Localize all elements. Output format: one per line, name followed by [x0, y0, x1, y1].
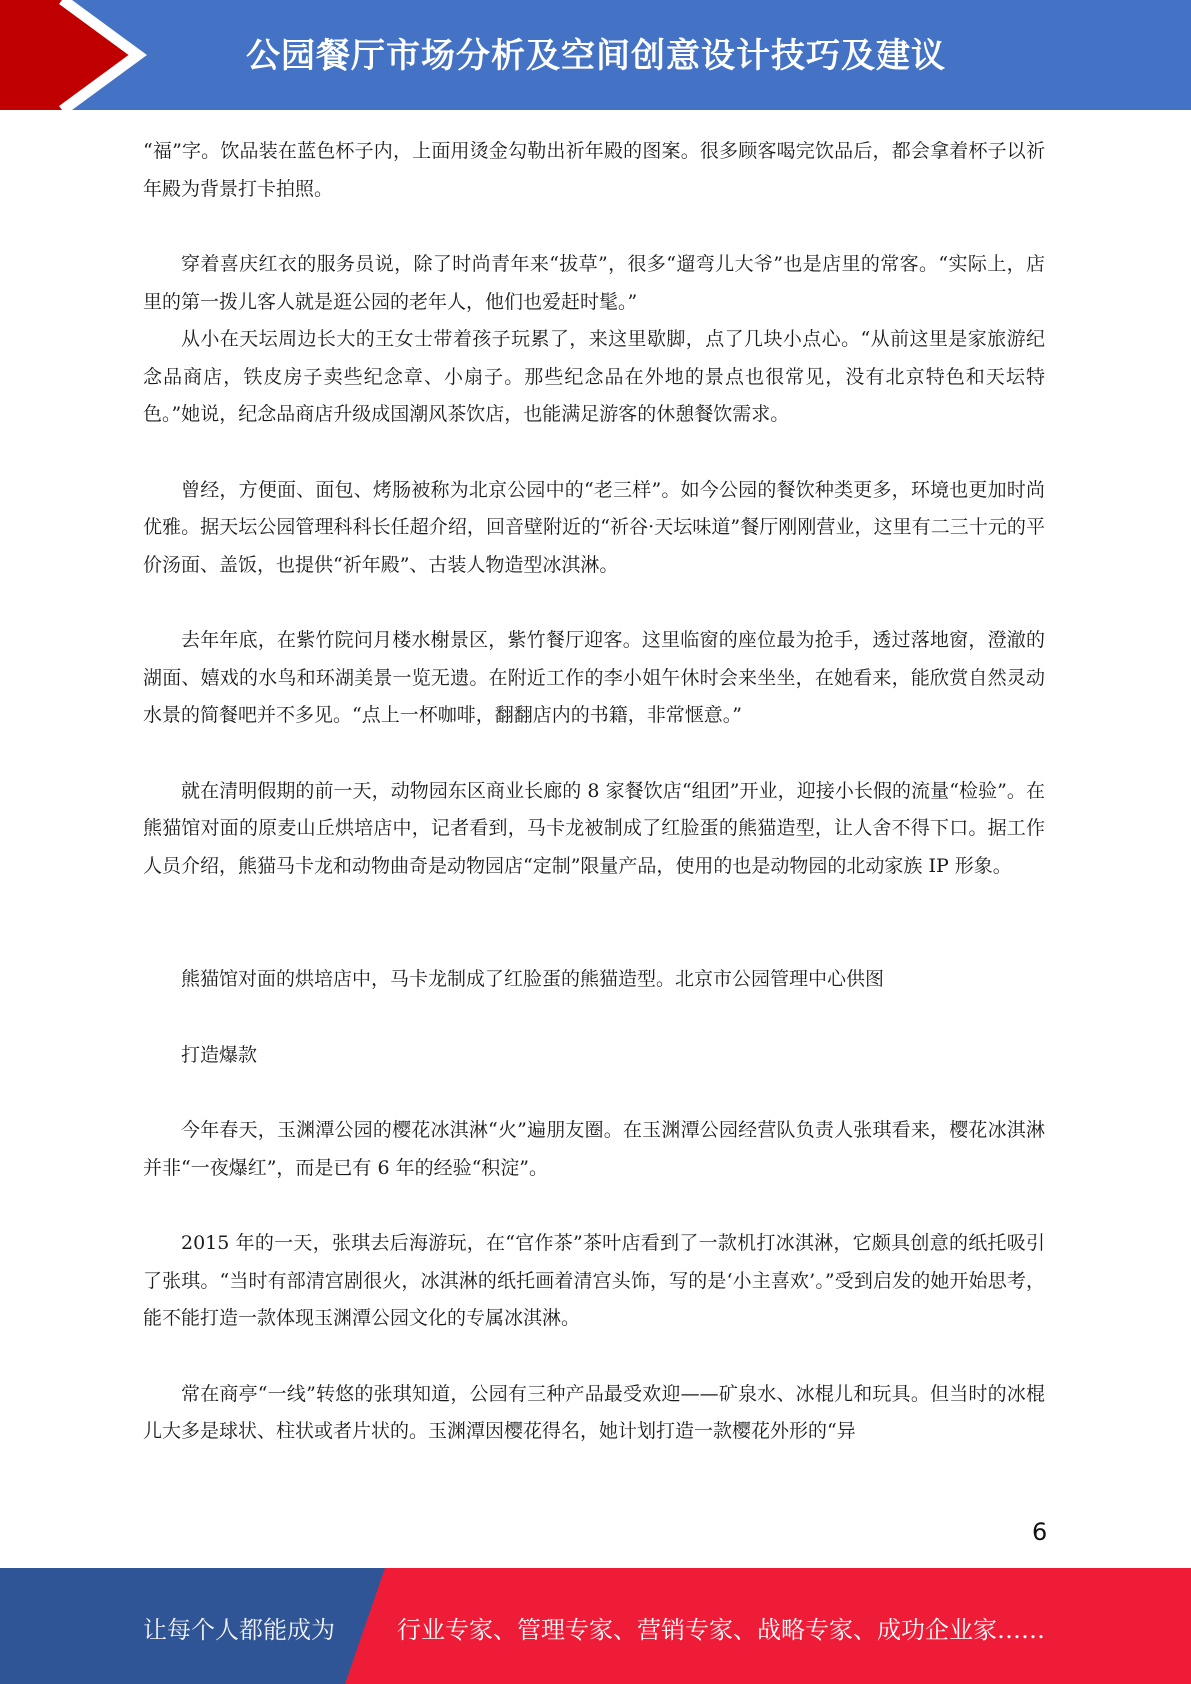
- paragraph: 常在商亭“一线”转悠的张琪知道，公园有三种产品最受欢迎——矿泉水、冰棍儿和玩具。但当时的冰棍儿大多是球状、柱状或者片状的。玉渊潭因樱花得名，她计划打造一款樱花外形的“异: [143, 1382, 1045, 1442]
- paragraph: 今年春天，玉渊潭公园的樱花冰淇淋“火”遍朋友圈。在玉渊潭公园经营队负责人张琪看来，樱花冰淇淋并非“一夜爆红”，而是已有 6 年的经验“积淀”。: [143, 1119, 1045, 1179]
- header-red-arrow: [0, 0, 137, 110]
- document-title: 公园餐厅市场分析及空间创意设计技巧及建议: [246, 36, 946, 76]
- paragraph: 就在清明假期的前一天，动物园东区商业长廊的 8 家餐饮店“组团”开业，迎接小长假的流量“检验”。在熊猫馆对面的原麦山丘烘培店中，记者看到，马卡龙被制成了红脸蛋的熊猫造型，让人舍不得下口。据工作人员介绍，熊猫马卡龙和动物曲奇是动物园店“定制”限量产品，使用的也是动物园的北动家族 IP 形象。: [143, 779, 1045, 877]
- footer-slogan-left: 让每个人都能成为: [143, 1616, 335, 1644]
- paragraph: 穿着喜庆红衣的服务员说，除了时尚青年来“拔草”，很多“遛弯儿大爷”也是店里的常客。“实际上，店里的第一拨儿客人就是逛公园的老年人，他们也爱赶时髦。”: [143, 253, 1045, 313]
- paragraph: 从小在天坛周边长大的王女士带着孩子玩累了，来这里歇脚，点了几块小点心。“从前这里是家旅游纪念品商店，铁皮房子卖些纪念章、小扇子。那些纪念品在外地的景点也很常见，没有北京特色和天坛特色。”她说，纪念品商店升级成国潮风茶饮店，也能满足游客的休憩餐饮需求。: [143, 328, 1045, 425]
- paragraph: 2015 年的一天，张琪去后海游玩，在“官作茶”茶叶店看到了一款机打冰淇淋，它颇具创意的纸托吸引了张琪。“当时有部清宫剧很火，冰淇淋的纸托画着清宫头饰，写的是‘小主喜欢’。”受到启发的她开始思考，能不能打造一款体现玉渊潭公园文化的专属冰淇淋。: [143, 1232, 1045, 1329]
- page-number: 6: [1032, 1518, 1048, 1546]
- section-heading: 打造爆款: [181, 1043, 258, 1066]
- image-caption: 熊猫馆对面的烘培店中，马卡龙制成了红脸蛋的熊猫造型。北京市公园管理中心供图: [181, 968, 885, 990]
- paragraph: “福”字。饮品装在蓝色杯子内，上面用烫金勾勒出祈年殿的图案。很多顾客喝完饮品后，都会拿着杯子以祈年殿为背景打卡拍照。: [143, 140, 1045, 200]
- footer-slogan-right: 行业专家、管理专家、营销专家、战略专家、成功企业家……: [397, 1616, 1045, 1644]
- article-body: [143, 133, 1045, 1451]
- page-footer: [0, 1568, 1191, 1684]
- paragraph: 曾经，方便面、面包、烤肠被称为北京公园中的“老三样”。如今公园的餐饮种类更多，环境也更加时尚优雅。据天坛公园管理科科长任超介绍，回音壁附近的“祈谷·天坛味道”餐厅刚刚营业，这里有二三十元的平价汤面、盖饭，也提供“祈年殿”、古装人物造型冰淇淋。: [143, 478, 1045, 576]
- page-header: [0, 0, 1191, 110]
- paragraph: 去年年底，在紫竹院问月楼水榭景区，紫竹餐厅迎客。这里临窗的座位最为抢手，透过落地窗，澄澈的湖面、嬉戏的水鸟和环湖美景一览无遗。在附近工作的李小姐午休时会来坐坐，在她看来，能欣赏自然灵动水景的简餐吧并不多见。“点上一杯咖啡，翻翻店内的书籍，非常惬意。”: [143, 629, 1045, 726]
